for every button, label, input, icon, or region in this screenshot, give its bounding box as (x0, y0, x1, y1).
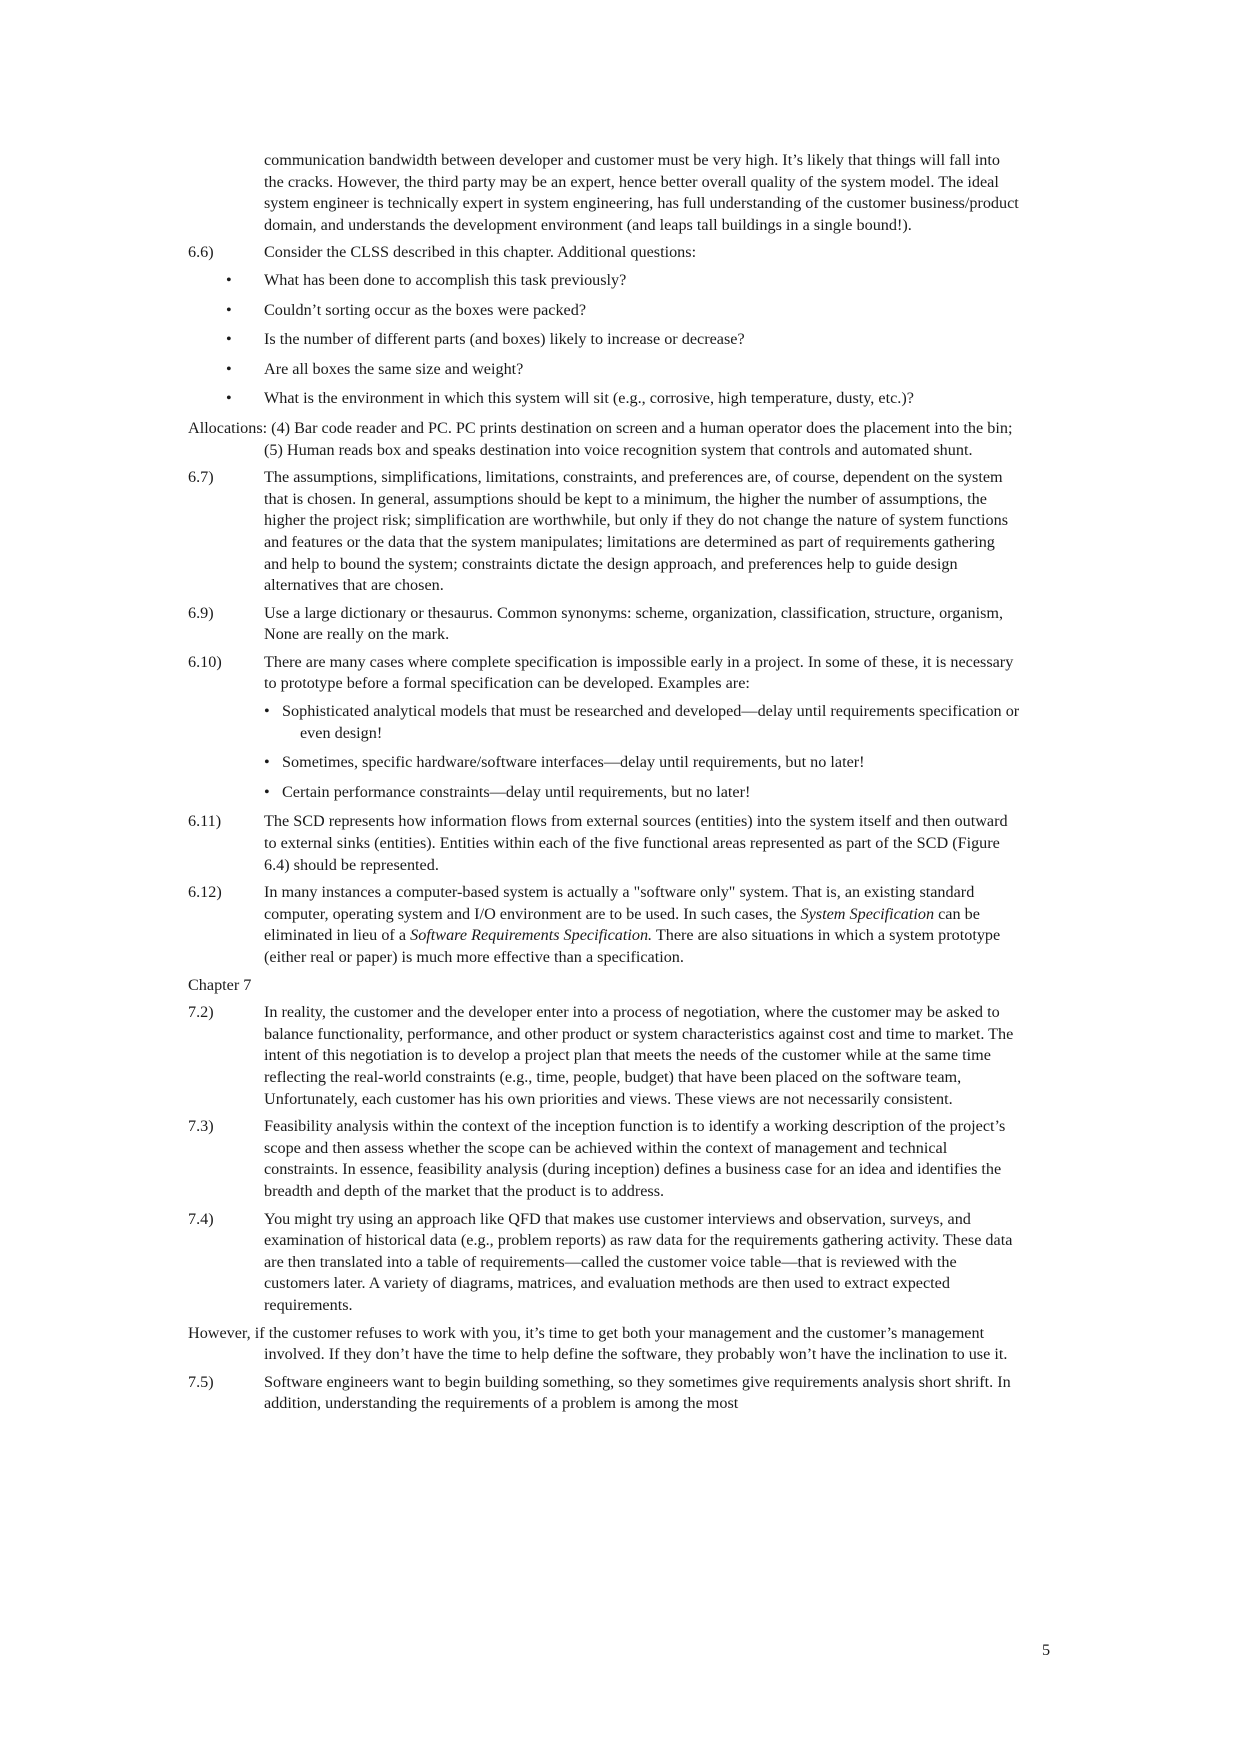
bullet-icon: • (226, 389, 232, 408)
list-item (264, 752, 1020, 774)
answer-number: 6.6) (188, 243, 214, 262)
list-item (188, 329, 1020, 351)
list-item-text: What has been done to accomplish this task previously? (264, 270, 627, 289)
list-item-text: Are all boxes the same size and weight? (264, 359, 524, 378)
answer-6-11 (188, 811, 1020, 876)
however-paragraph: However, if the customer refuses to work with you, it’s time to get both your management and the customer’s management involved. If they don’t have the time to help define the software, they probably won’t have the inclination to use it. (188, 1323, 1008, 1364)
answer-text: Software engineers want to begin building something, so they sometimes give requirements analysis short shrift. In addition, understanding the requirements of a problem is among the most (264, 1372, 1011, 1413)
answer-text: The SCD represents how information flows from external sources (entities) into the system itself and then outward to external sinks (entities). Entities within each of the five functional areas represented as part of the SCD (Figure 6.4) should be represented. (264, 812, 1008, 874)
answer-text: In reality, the customer and the developer enter into a process of negotiation, where the customer may be asked to balance functionality, performance, and other product or system characteristics against cost and time to market. The intent of this negotiation is to develop a project plan that meets the needs of the customer while at the same time reflecting the real-world constraints (e.g., time, people, budget) that have been placed on the software team, Unfortunately, each customer has his own priorities and views. These views are not necessarily consistent. (264, 1003, 1014, 1108)
answer-6-6-bullet-list (188, 270, 1020, 410)
answer-number: 6.7) (188, 468, 214, 487)
list-item-text: What is the environment in which this system will sit (e.g., corrosive, high temperature, dusty, etc.)? (264, 389, 914, 408)
answer-number: 6.12) (188, 883, 222, 902)
answer-number: 6.9) (188, 603, 214, 622)
answer-number: 7.3) (188, 1117, 214, 1136)
bullet-icon: • (226, 270, 232, 289)
answer-text: Use a large dictionary or thesaurus. Common synonyms: scheme, organization, classification, structure, organism, None are really on the mark. (264, 603, 1004, 644)
bullet-icon: • (226, 330, 232, 349)
answer-text: You might try using an approach like QFD that makes use customer interviews and observation, surveys, and examination of historical data (e.g., problem reports) as raw data for the requirements gathering activity. These data are then translated into a table of requirements—called the customer voice table—that is reviewed with the customers later. A variety of diagrams, matrices, and evaluation methods are then used to extract expected requirements. (264, 1209, 1013, 1314)
italic-term: System Specification (800, 904, 935, 923)
allocations-paragraph: Allocations: (4) Bar code reader and PC. PC prints destination on screen and a human operator does the placement into the bin; (5) Human reads box and speaks destination into voice recognition system that controls and automated shunt. (188, 418, 1013, 459)
answer-text-part: can be eliminated in lieu of a (264, 904, 980, 945)
list-item (188, 300, 1020, 322)
answer-text: Consider the CLSS described in this chapter. Additional questions: (264, 243, 697, 262)
answer-text-part: There are also situations in which a system prototype (either real or paper) is much more effective than a specification. (264, 926, 1001, 966)
bullet-icon: • (264, 782, 270, 801)
list-item-text: Certain performance constraints—delay until requirements, but no later! (282, 782, 751, 801)
answer-6-6 (188, 242, 1020, 264)
answer-text (264, 883, 1000, 966)
answer-6-10 (188, 652, 1020, 804)
page-body (188, 150, 1020, 1421)
answer-7-3 (188, 1116, 1020, 1202)
italic-term: Software Requirements Specification. (410, 926, 653, 945)
answer-text: The assumptions, simplifications, limitations, constraints, and preferences are, of course, dependent on the system that is chosen. In general, assumptions should be kept to a minimum, the higher the number of assumptions, the higher the project risk; simplification are worthwhile, but only if they do not change the nature of system functions and features or the data that the system manipulates; limitations are determined as part of requirements gathering and help to bound the system; constraints dictate the design approach, and preferences help to guide design alternatives that are chosen. (264, 468, 1008, 595)
answer-7-5 (188, 1372, 1020, 1415)
answer-number: 6.10) (188, 652, 222, 671)
bullet-icon: • (226, 359, 232, 378)
list-item-text: Sophisticated analytical models that must be researched and developed—delay until requirements specification or even design! (282, 702, 1020, 742)
list-item (264, 701, 1020, 744)
answer-text: There are many cases where complete specification is impossible early in a project. In some of these, it is necessary to prototype before a formal specification can be developed. Examples are: (264, 652, 1014, 693)
answer-7-2 (188, 1002, 1020, 1110)
list-item-text: Sometimes, specific hardware/software interfaces—delay until requirements, but no later! (282, 753, 865, 772)
list-item-text: Is the number of different parts (and boxes) likely to increase or decrease? (264, 330, 745, 349)
list-item-text: Couldn’t sorting occur as the boxes were packed? (264, 300, 587, 319)
bullet-icon: • (226, 300, 232, 319)
bullet-icon: • (264, 702, 270, 721)
answer-number: 7.5) (188, 1372, 214, 1391)
page-number: 5 (1042, 1641, 1051, 1659)
answer-7-4 (188, 1209, 1020, 1317)
answer-number: 6.11) (188, 812, 222, 831)
bullet-icon: • (264, 753, 270, 772)
answer-number: 7.2) (188, 1003, 214, 1022)
answer-text: Feasibility analysis within the context of the inception function is to identify a working description of the project’s scope and then assess whether the scope can be achieved within the context of management and technical constraints. In essence, feasibility analysis (during inception) defines a business case for an idea and identifies the breadth and depth of the market that the product is to address. (264, 1117, 1006, 1200)
list-item (188, 270, 1020, 292)
chapter-heading: Chapter 7 (188, 975, 252, 994)
answer-6-9 (188, 603, 1020, 646)
list-item (188, 359, 1020, 381)
answer-6-12 (188, 882, 1020, 968)
answer-6-7 (188, 467, 1020, 597)
list-item (264, 782, 1020, 804)
list-item (188, 388, 1020, 410)
intro-paragraph: communication bandwidth between developer and customer must be very high. It’s likely that things will fall into the cracks. However, the third party may be an expert, hence better overall quality of the system model. The ideal system engineer is technically expert in system engineering, has full understanding of the customer business/product domain, and understands the development environment (and leaps tall buildings in a single bound!). (264, 151, 1019, 234)
answer-text-part: In many instances a computer-based system is actually a "software only" system. That is, an existing standard computer, operating system and I/O environment are to be used. In such cases, the (264, 883, 975, 923)
answer-6-10-bullet-list (264, 701, 1020, 803)
answer-number: 7.4) (188, 1209, 214, 1228)
